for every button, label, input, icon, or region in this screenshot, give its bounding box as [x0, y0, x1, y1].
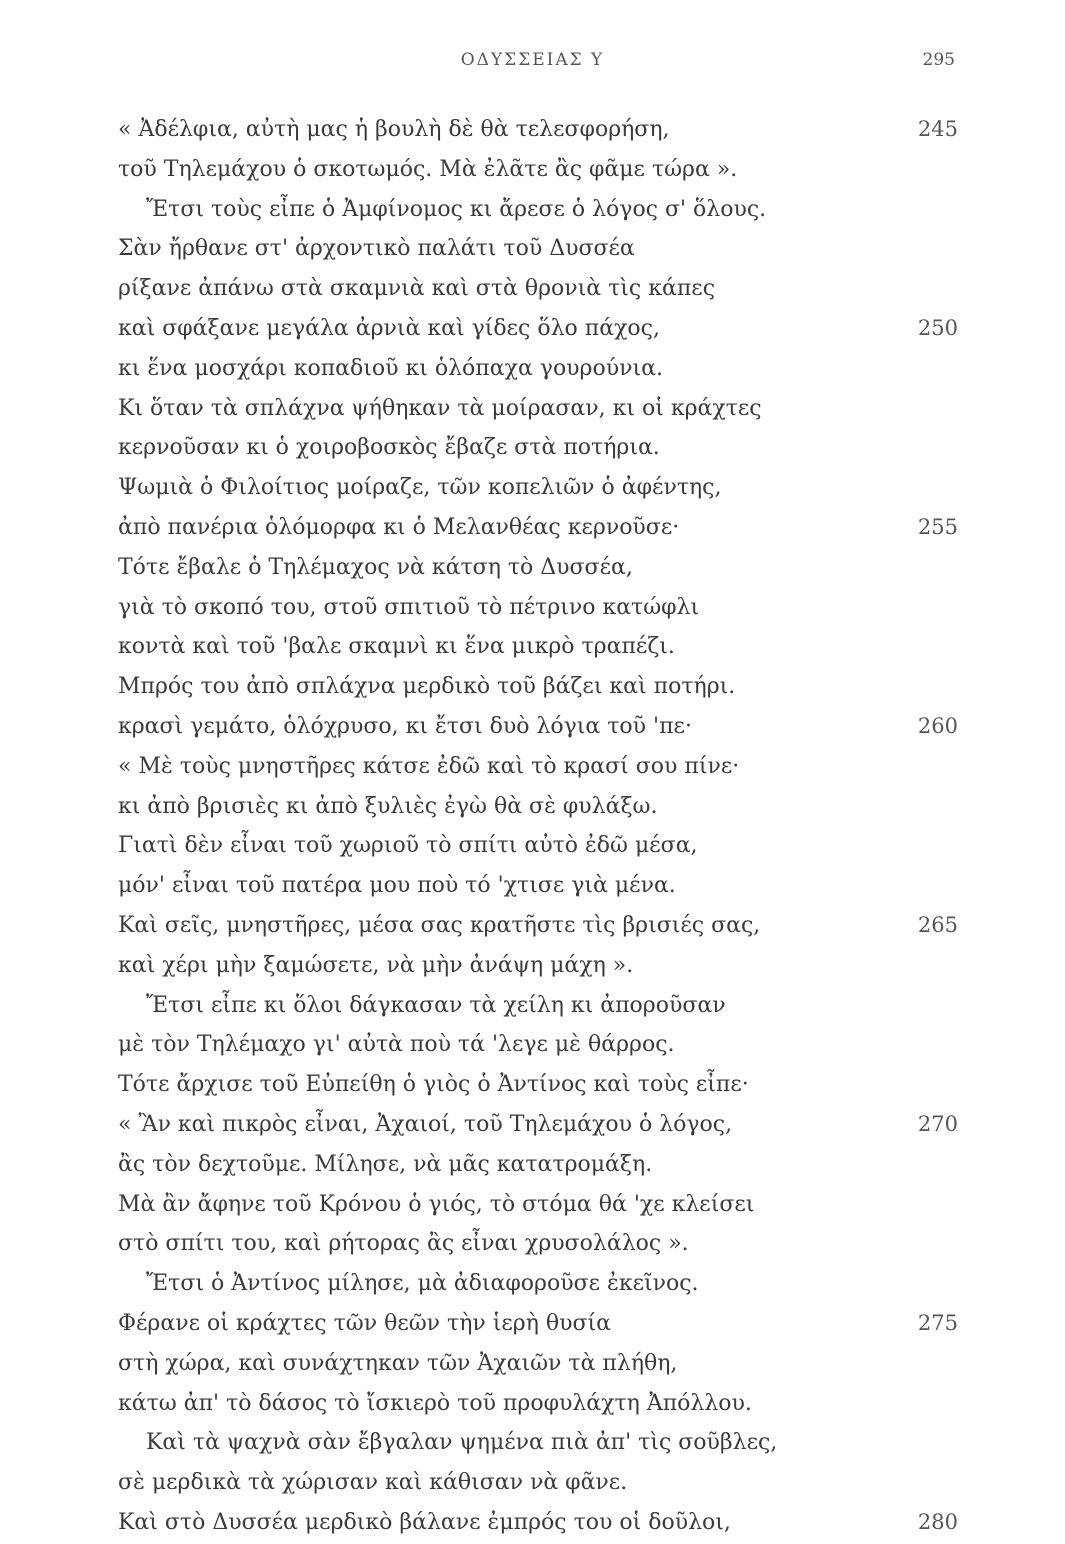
running-title: ΟΔΥΣΣΕΙΑΣ Υ — [460, 50, 605, 70]
verse-text: Καὶ στὸ Δυσσέα μερδικὸ βάλανε ἐμπρός του οἱ δοῦλοι, — [118, 1509, 731, 1535]
verse-line — [118, 826, 958, 866]
verse-text: Γιατὶ δὲν εἶναι τοῦ χωριοῦ τὸ σπίτι αὐτὸ ἐδῶ μέσα, — [118, 833, 698, 859]
verse-line — [118, 229, 958, 269]
verse-line — [118, 1304, 958, 1344]
verse-line — [118, 787, 958, 827]
verse-text: « Ἀδέλφια, αὐτὴ μας ἡ βουλὴ δὲ θὰ τελεσφορήση, — [118, 117, 670, 142]
verse-line — [118, 1344, 958, 1384]
verse-text: ρίξανε ἀπάνω στὰ σκαμνιὰ καὶ στὰ θρονιὰ τὶς κάπες — [118, 276, 716, 302]
verse-text: Ἔτσι τοὺς εἶπε ὁ Ἀμφίνομος κι ἄρεσε ὁ λόγος σ' ὅλους. — [146, 196, 767, 222]
verse-text: κερνοῦσαν κι ὁ χοιροβοσκὸς ἔβαζε στὰ ποτήρια. — [118, 435, 660, 461]
verse-line — [118, 588, 958, 628]
verse-line — [118, 269, 958, 309]
verse-text: Ψωμιὰ ὁ Φιλοίτιος μοίραζε, τῶν κοπελιῶν ὁ ἀφέντης, — [118, 475, 722, 501]
verse-text: σὲ μερδικὰ τὰ χώρισαν καὶ κάθισαν νὰ φᾶνε. — [118, 1470, 628, 1496]
verse-text: Καὶ σεῖς, μνηστῆρες, μέσα σας κρατῆστε τὶς βρισιές σας, — [118, 912, 761, 938]
verse-line — [118, 707, 958, 747]
verse-line — [118, 428, 958, 468]
verse-line — [118, 946, 958, 986]
line-number: 265 — [917, 912, 958, 937]
verse-text: στὸ σπίτι του, καὶ ρήτορας ἂς εἶναι χρυσολάλος ». — [118, 1231, 689, 1257]
verse-text: κοντὰ καὶ τοῦ 'βαλε σκαμνὶ κι ἕνα μικρὸ τραπέζι. — [118, 634, 675, 660]
verse-text: καὶ σφάξανε μεγάλα ἀρνιὰ καὶ γίδες ὅλο πάχος, — [118, 315, 660, 341]
verse-line — [118, 190, 958, 230]
verse-text: Τότε ἄρχισε τοῦ Εὐπείθη ὁ γιὸς ὁ Ἀντίνος καὶ τοὺς εἶπε· — [118, 1072, 749, 1098]
verse-line — [118, 1463, 958, 1503]
verse-text: Μὰ ἂν ἄφηνε τοῦ Κρόνου ὁ γιός, τὸ στόμα θά 'χε κλείσει — [118, 1191, 755, 1217]
verse-line — [118, 1503, 958, 1543]
running-head — [0, 50, 1065, 76]
verse-line — [118, 866, 958, 906]
verse-line — [118, 747, 958, 787]
verse-line — [118, 349, 958, 389]
verse-line — [118, 1423, 958, 1463]
verse-text: κι ἀπὸ βρισιὲς κι ἀπὸ ξυλιὲς ἐγὼ θὰ σὲ φυλάξω. — [118, 793, 658, 819]
verse-text: Μπρός του ἀπὸ σπλάχνα μερδικὸ τοῦ βάζει καὶ ποτήρι. — [118, 674, 736, 700]
verse-text: « Ἂν καὶ πικρὸς εἶναι, Ἀχαιοί, τοῦ Τηλεμάχου ὁ λόγος, — [118, 1111, 733, 1137]
verse-text: Ἔτσι ὁ Ἀντίνος μίλησε, μὰ ἀδιαφοροῦσε ἐκεῖνος. — [146, 1271, 699, 1297]
verse-line — [118, 906, 958, 946]
verse-text: καὶ χέρι μὴν ξαμώσετε, νὰ μὴν ἀνάψη μάχη ». — [118, 952, 634, 978]
verse-line — [118, 508, 958, 548]
line-number: 270 — [917, 1111, 958, 1136]
line-number: 260 — [917, 713, 958, 738]
page-number: 295 — [922, 50, 955, 70]
verse-text: γιὰ τὸ σκοπό του, στοῦ σπιτιοῦ τὸ πέτρινο κατώφλι — [118, 594, 700, 620]
verse-text: Καὶ τὰ ψαχνὰ σὰν ἔβγαλαν ψημένα πιὰ ἀπ' τὶς σοῦβλες, — [146, 1430, 778, 1456]
verse-text: « Μὲ τοὺς μνηστῆρες κάτσε ἐδῶ καὶ τὸ κρασί σου πίνε· — [118, 753, 740, 779]
verse-text: Σὰν ἤρθανε στ' ἀρχοντικὸ παλάτι τοῦ Δυσσέα — [118, 236, 635, 262]
verse-text: Τότε ἔβαλε ὁ Τηλέμαχος νὰ κάτση τὸ Δυσσέα, — [118, 554, 633, 580]
verse-text: τοῦ Τηλεμάχου ὁ σκοτωμός. Μὰ ἐλᾶτε ἂς φᾶμε τώρα ». — [118, 156, 738, 182]
verse-text: μόν' εἶναι τοῦ πατέρα μου ποὺ τό 'χτισε γιὰ μένα. — [118, 873, 676, 899]
verse-line — [118, 627, 958, 667]
verse-line — [118, 1105, 958, 1145]
verse-text: Ἔτσι εἶπε κι ὅλοι δάγκασαν τὰ χείλη κι ἀποροῦσαν — [146, 992, 726, 1018]
verse-line — [118, 986, 958, 1026]
line-number: 250 — [917, 315, 958, 340]
verse-text: Φέρανε οἱ κράχτες τῶν θεῶν τὴν ἱερὴ θυσία — [118, 1310, 612, 1336]
verse-text: μὲ τὸν Τηλέμαχο γι' αὐτὰ ποὺ τά 'λεγε μὲ θάρρος. — [118, 1032, 675, 1058]
line-number: 275 — [917, 1310, 958, 1335]
verse-line — [118, 150, 958, 190]
verse-line — [118, 468, 958, 508]
line-number: 255 — [917, 514, 958, 539]
verse-line — [118, 1264, 958, 1304]
verse-text: κρασὶ γεμάτο, ὁλόχρυσο, κι ἔτσι δυὸ λόγια τοῦ 'πε· — [118, 713, 692, 739]
verse-line — [118, 309, 958, 349]
verse-text: στὴ χώρα, καὶ συνάχτηκαν τῶν Ἀχαιῶν τὰ πλήθη, — [118, 1350, 678, 1376]
verse-line — [118, 548, 958, 588]
verse-text: κι ἕνα μοσχάρι κοπαδιοῦ κι ὁλόπαχα γουρούνια. — [118, 355, 663, 381]
verse-text: ἀπὸ πανέρια ὁλόμορφα κι ὁ Μελανθέας κερνοῦσε· — [118, 514, 680, 540]
verse-line — [118, 667, 958, 707]
verse-line — [118, 1025, 958, 1065]
verse-line — [118, 1224, 958, 1264]
line-number: 280 — [917, 1509, 958, 1534]
verse-line — [118, 1384, 958, 1424]
line-number: 245 — [917, 117, 958, 141]
verse-line — [118, 1145, 958, 1185]
verse-line — [118, 1185, 958, 1225]
verse-text: κάτω ἀπ' τὸ δάσος τὸ ἴσκιερὸ τοῦ προφυλάχτη Ἀπόλλου. — [118, 1390, 752, 1416]
verse-line — [118, 110, 958, 150]
verse-text: ἂς τὸν δεχτοῦμε. Μίλησε, νὰ μᾶς κατατρομάξη. — [118, 1151, 653, 1177]
verse-line — [118, 389, 958, 429]
verse-line — [118, 1065, 958, 1105]
verse-block — [118, 110, 958, 1543]
verse-text: Κι ὅταν τὰ σπλάχνα ψήθηκαν τὰ μοίρασαν, κι οἱ κράχτες — [118, 395, 762, 421]
